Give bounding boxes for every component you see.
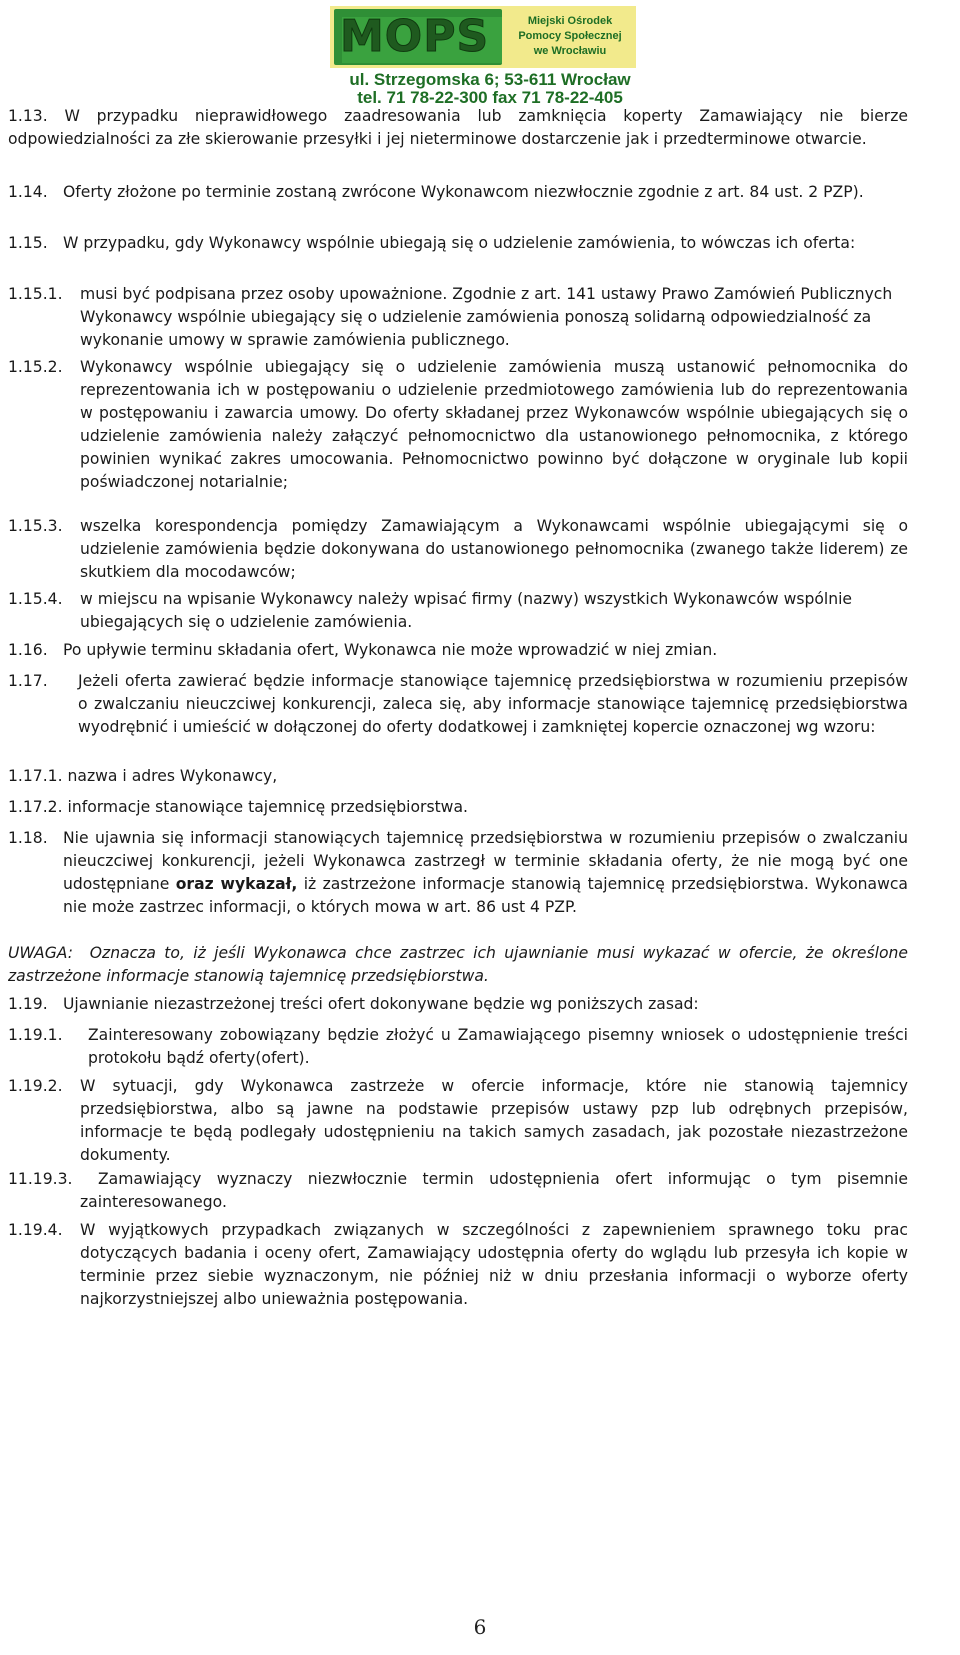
paragraph-1-19-4: W wyjątkowych przypadkach związanych w szczególności z zapewnieniem sprawnego toku prac dotyczących badania i oceny ofert, Zamawiający udostępnia oferty do wglądu lub przesyła ich kopie w terminie przez siebie wyznaczonym, nie później niż w dniu przesłania informacji o wyborze oferty najkorzystniejszej albo unieważnia postępowania.: [80, 1221, 908, 1308]
paragraph-1-18: [63, 827, 908, 919]
paragraph-1-19: Ujawnianie niezastrzeżonej treści ofert dokonywane będzie wg poniższych zasad:: [63, 995, 699, 1013]
item-number: 1.15.3.: [8, 517, 63, 535]
item-number: 1.14.: [8, 183, 48, 201]
item-number: 1.17.2.: [8, 798, 63, 816]
logo-org-name: [510, 14, 630, 59]
paragraph-11-19-3: [80, 1168, 908, 1214]
organization-logo: [330, 6, 636, 68]
page-number: 6: [473, 1615, 487, 1639]
paragraph-1-14: Oferty złożone po terminie zostaną zwrócone Wykonawcom niezwłocznie zgodnie z art. 84 ust. 2 PZP).: [63, 183, 864, 201]
org-name-line-1: Miejski Ośrodek: [527, 15, 613, 27]
item-number: 1.15.: [8, 234, 48, 252]
item-number: 1.18.: [8, 829, 48, 847]
item-number: 1.17.: [8, 672, 48, 690]
item-number: 1.19.: [8, 995, 48, 1013]
item-number: 1.19.2.: [8, 1077, 63, 1095]
paragraph-1-17-1: [8, 765, 908, 788]
item-number: 11.19.3.: [8, 1170, 73, 1188]
item-number: 1.19.1.: [8, 1026, 63, 1044]
paragraph-1-15-1: musi być podpisana przez osoby upoważnione. Zgodnie z art. 141 ustawy Prawo Zamówień Publicznych Wykonawcy wspólnie ubiegający się o udzielenie zamówienia ponoszą solidarną odpowiedzialność za wykonanie umowy w sprawie zamówienia publicznego.: [80, 285, 893, 349]
note-uwaga: [8, 942, 908, 988]
paragraph-1-19-1: Zainteresowany zobowiązany będzie złożyć u Zamawiającego pisemny wniosek o udostępnienie treści protokołu bądź oferty(ofert).: [88, 1026, 908, 1067]
item-number: 1.15.1.: [8, 285, 63, 303]
org-name-line-2: Pomocy Społecznej: [518, 30, 622, 42]
item-text: W przypadku nieprawidłowego zaadresowania lub zamknięcia koperty Zamawiający nie bierze odpowiedzialności za złe skierowanie przesyłki i jej nieterminowe dostarczenie jak i przedterminowe otwarcie.: [8, 107, 908, 148]
paragraph-1-15-4: w miejscu na wpisanie Wykonawcy należy wpisać firmy (nazwy) wszystkich Wykonawców wspólnie ubiegających się o udzielenie zamówienia.: [80, 590, 853, 631]
note-text: Oznacza to, iż jeśli Wykonawca chce zastrzec ich ujawnianie musi wykazać w ofercie, że określone zastrzeżone informacje stanowią tajemnicę przedsiębiorstwa.: [8, 944, 908, 985]
item-text: nazwa i adres Wykonawcy,: [67, 767, 278, 785]
logo-green-block: [334, 9, 502, 65]
header-address: ul. Strzegomska 6; 53-611 Wrocław: [349, 70, 631, 89]
item-number: 1.17.1.: [8, 767, 63, 785]
item-text-part-a: Nie ujawnia się informacji stanowiących tajemnicę przedsiębiorstwa w rozumieniu przepisów o zwalczaniu nieuczciwej konkurencji, jeżeli Wykonawca zastrzegł w terminie składania oferty, że nie mogą być one udostępniane: [63, 829, 908, 893]
item-number: 1.15.2.: [8, 358, 63, 376]
org-name-line-3: we Wrocławiu: [533, 45, 607, 57]
item-text: informacje stanowiące tajemnicę przedsiębiorstwa.: [67, 798, 468, 816]
item-text-bold: oraz wykazał,: [175, 875, 298, 893]
header-phone: tel. 71 78-22-300 fax 71 78-22-405: [357, 88, 623, 107]
item-number: 1.16.: [8, 641, 48, 659]
paragraph-1-17-2: [8, 796, 908, 819]
item-number: 1.15.4.: [8, 590, 63, 608]
paragraph-1-13: [8, 105, 908, 151]
item-number: 1.13.: [8, 107, 48, 125]
item-text-part-b: iż zastrzeżone informacje stanowią tajemnicę przedsiębiorstwa. Wykonawca nie może zastrzec informacji, o których mowa w art. 86 ust 4 PZP.: [63, 875, 908, 916]
paragraph-1-16: Po upływie terminu składania ofert, Wykonawca nie może wprowadzić w niej zmian.: [63, 641, 718, 659]
item-text: Zamawiający wyznaczy niezwłocznie termin udostępnienia ofert informując o tym pisemnie zainteresowanego.: [80, 1170, 908, 1211]
note-label: UWAGA:: [8, 944, 74, 962]
logo-letters: MOPS: [340, 11, 490, 62]
paragraph-1-19-2: W sytuacji, gdy Wykonawca zastrzeże w ofercie informacje, które nie stanowią tajemnicy przedsiębiorstwa, albo są jawne na podstawie przepisów ustawy pzp lub odrębnych przepisów, informacje te będą podlegały udostępnieniu na takich samych zasadach, jak pozostałe niezastrzeżone dokumenty.: [80, 1077, 908, 1164]
paragraph-1-17: Jeżeli oferta zawierać będzie informacje stanowiące tajemnicę przedsiębiorstwa w rozumieniu przepisów o zwalczaniu nieuczciwej konkurencji, zaleca się, aby informacje stanowiące tajemnicę przedsiębiorstwa wyodrębnić i umieścić w dołączonej do oferty dodatkowej i zamkniętej kopercie oznaczonej wg wzoru:: [78, 672, 908, 736]
paragraph-1-15: W przypadku, gdy Wykonawcy wspólnie ubiegają się o udzielenie zamówienia, to wówczas ich oferta:: [63, 234, 856, 252]
paragraph-1-15-3: wszelka korespondencja pomiędzy Zamawiającym a Wykonawcami wspólnie ubiegającymi się o udzielenie zamówienia będzie dokonywana do ustanowionego pełnomocnika (zwanego także liderem) ze skutkiem dla mocodawców;: [80, 517, 908, 581]
paragraph-1-15-2: Wykonawcy wspólnie ubiegający się o udzielenie zamówienia muszą ustanowić pełnomocnika do reprezentowania ich w postępowaniu o udzielenie przedmiotowego zamówienia lub do reprezentowania w postępowaniu i zawarcia umowy. Do oferty składanej przez Wykonawców wspólnie ubiegających się o udzielenie zamówienia należy załączyć pełnomocnictwo dla ustanowionego pełnomocnika, z którego powinien wynikać zakres umocowania. Pełnomocnictwo powinno być dołączone w oryginale lub kopii poświadczonej notarialnie;: [80, 358, 908, 491]
item-number: 1.19.4.: [8, 1221, 63, 1239]
